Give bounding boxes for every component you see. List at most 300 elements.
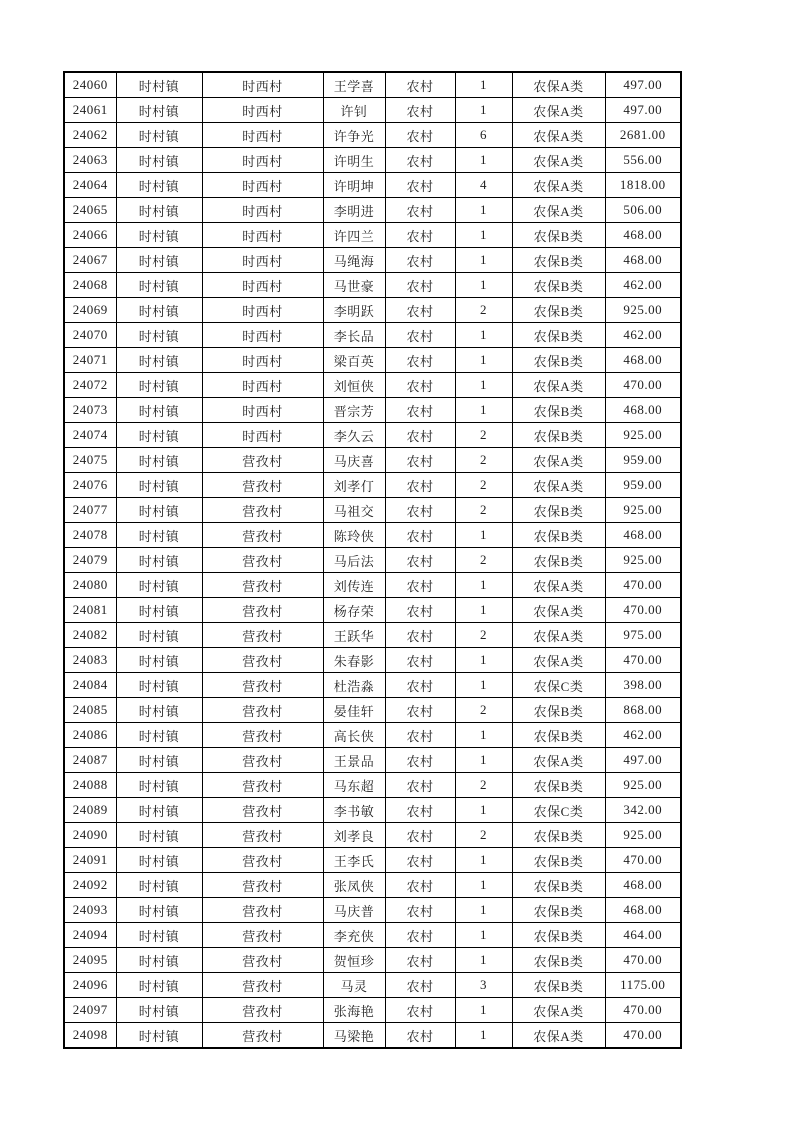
- cell-record-id: 24069: [64, 298, 116, 323]
- cell-residence-type: 农村: [385, 973, 455, 998]
- cell-person-count: 1: [455, 348, 512, 373]
- cell-residence-type: 农村: [385, 773, 455, 798]
- cell-person-count: 1: [455, 98, 512, 123]
- cell-person-name: 王学喜: [323, 72, 385, 98]
- cell-insurance-category: 农保B类: [512, 773, 605, 798]
- cell-town: 时村镇: [116, 498, 202, 523]
- cell-town: 时村镇: [116, 548, 202, 573]
- table-row: [64, 298, 681, 323]
- cell-record-id: 24095: [64, 948, 116, 973]
- cell-record-id: 24084: [64, 673, 116, 698]
- table-row: [64, 148, 681, 173]
- cell-insurance-category: 农保A类: [512, 173, 605, 198]
- cell-record-id: 24075: [64, 448, 116, 473]
- cell-amount: 925.00: [605, 298, 681, 323]
- cell-residence-type: 农村: [385, 948, 455, 973]
- cell-village: 营孜村: [202, 573, 323, 598]
- cell-insurance-category: 农保A类: [512, 598, 605, 623]
- cell-amount: 468.00: [605, 348, 681, 373]
- cell-residence-type: 农村: [385, 848, 455, 873]
- cell-record-id: 24061: [64, 98, 116, 123]
- cell-person-count: 1: [455, 923, 512, 948]
- cell-amount: 342.00: [605, 798, 681, 823]
- cell-residence-type: 农村: [385, 148, 455, 173]
- cell-village: 时西村: [202, 98, 323, 123]
- cell-person-name: 梁百英: [323, 348, 385, 373]
- cell-insurance-category: 农保B类: [512, 323, 605, 348]
- cell-insurance-category: 农保A类: [512, 1023, 605, 1049]
- cell-record-id: 24077: [64, 498, 116, 523]
- cell-person-name: 王跃华: [323, 623, 385, 648]
- cell-person-name: 许钊: [323, 98, 385, 123]
- cell-residence-type: 农村: [385, 473, 455, 498]
- cell-town: 时村镇: [116, 573, 202, 598]
- cell-amount: 925.00: [605, 498, 681, 523]
- table-row: [64, 623, 681, 648]
- table-row: [64, 973, 681, 998]
- cell-person-count: 1: [455, 598, 512, 623]
- cell-person-name: 许明生: [323, 148, 385, 173]
- cell-person-name: 刘孝仃: [323, 473, 385, 498]
- cell-person-name: 许明坤: [323, 173, 385, 198]
- cell-person-count: 1: [455, 673, 512, 698]
- cell-town: 时村镇: [116, 723, 202, 748]
- cell-person-count: 1: [455, 248, 512, 273]
- cell-person-name: 李明跃: [323, 298, 385, 323]
- cell-insurance-category: 农保C类: [512, 798, 605, 823]
- cell-insurance-category: 农保A类: [512, 98, 605, 123]
- cell-person-count: 1: [455, 723, 512, 748]
- cell-village: 营孜村: [202, 773, 323, 798]
- cell-village: 时西村: [202, 123, 323, 148]
- cell-residence-type: 农村: [385, 398, 455, 423]
- cell-town: 时村镇: [116, 348, 202, 373]
- cell-residence-type: 农村: [385, 573, 455, 598]
- cell-residence-type: 农村: [385, 248, 455, 273]
- cell-person-count: 1: [455, 523, 512, 548]
- cell-insurance-category: 农保A类: [512, 648, 605, 673]
- cell-village: 营孜村: [202, 923, 323, 948]
- cell-record-id: 24080: [64, 573, 116, 598]
- cell-insurance-category: 农保B类: [512, 548, 605, 573]
- cell-amount: 398.00: [605, 673, 681, 698]
- cell-insurance-category: 农保B类: [512, 273, 605, 298]
- cell-person-name: 李充侠: [323, 923, 385, 948]
- cell-person-count: 2: [455, 548, 512, 573]
- cell-amount: 506.00: [605, 198, 681, 223]
- cell-person-name: 杜浩淼: [323, 673, 385, 698]
- cell-residence-type: 农村: [385, 623, 455, 648]
- cell-person-count: 4: [455, 173, 512, 198]
- cell-insurance-category: 农保B类: [512, 848, 605, 873]
- cell-amount: 497.00: [605, 72, 681, 98]
- cell-residence-type: 农村: [385, 698, 455, 723]
- table-row: [64, 573, 681, 598]
- cell-person-name: 马梁艳: [323, 1023, 385, 1049]
- cell-record-id: 24072: [64, 373, 116, 398]
- cell-amount: 468.00: [605, 223, 681, 248]
- cell-record-id: 24081: [64, 598, 116, 623]
- cell-residence-type: 农村: [385, 448, 455, 473]
- table-row: [64, 423, 681, 448]
- cell-amount: 1818.00: [605, 173, 681, 198]
- cell-town: 时村镇: [116, 948, 202, 973]
- cell-village: 营孜村: [202, 798, 323, 823]
- cell-town: 时村镇: [116, 223, 202, 248]
- cell-town: 时村镇: [116, 98, 202, 123]
- cell-town: 时村镇: [116, 1023, 202, 1049]
- cell-town: 时村镇: [116, 898, 202, 923]
- table-row: [64, 698, 681, 723]
- cell-amount: 2681.00: [605, 123, 681, 148]
- cell-person-count: 1: [455, 648, 512, 673]
- cell-town: 时村镇: [116, 123, 202, 148]
- cell-amount: 470.00: [605, 573, 681, 598]
- cell-record-id: 24092: [64, 873, 116, 898]
- cell-amount: 975.00: [605, 623, 681, 648]
- cell-insurance-category: 农保A类: [512, 998, 605, 1023]
- cell-person-name: 晋宗芳: [323, 398, 385, 423]
- cell-residence-type: 农村: [385, 198, 455, 223]
- table-row: [64, 498, 681, 523]
- cell-residence-type: 农村: [385, 173, 455, 198]
- cell-village: 时西村: [202, 423, 323, 448]
- cell-person-count: 1: [455, 873, 512, 898]
- cell-person-name: 李久云: [323, 423, 385, 448]
- cell-person-name: 刘传连: [323, 573, 385, 598]
- cell-person-count: 3: [455, 973, 512, 998]
- cell-person-name: 李书敏: [323, 798, 385, 823]
- cell-amount: 925.00: [605, 823, 681, 848]
- cell-insurance-category: 农保A类: [512, 373, 605, 398]
- table-row: [64, 548, 681, 573]
- cell-insurance-category: 农保B类: [512, 498, 605, 523]
- cell-amount: 468.00: [605, 523, 681, 548]
- cell-insurance-category: 农保B类: [512, 698, 605, 723]
- cell-record-id: 24083: [64, 648, 116, 673]
- cell-amount: 462.00: [605, 323, 681, 348]
- cell-town: 时村镇: [116, 848, 202, 873]
- cell-residence-type: 农村: [385, 298, 455, 323]
- cell-record-id: 24065: [64, 198, 116, 223]
- cell-village: 营孜村: [202, 648, 323, 673]
- cell-village: 时西村: [202, 223, 323, 248]
- cell-residence-type: 农村: [385, 373, 455, 398]
- cell-residence-type: 农村: [385, 98, 455, 123]
- cell-record-id: 24098: [64, 1023, 116, 1049]
- cell-village: 营孜村: [202, 973, 323, 998]
- cell-residence-type: 农村: [385, 548, 455, 573]
- cell-record-id: 24090: [64, 823, 116, 848]
- cell-record-id: 24079: [64, 548, 116, 573]
- table-row: [64, 898, 681, 923]
- cell-village: 时西村: [202, 148, 323, 173]
- cell-insurance-category: 农保B类: [512, 898, 605, 923]
- cell-village: 时西村: [202, 298, 323, 323]
- cell-village: 营孜村: [202, 998, 323, 1023]
- cell-person-count: 1: [455, 223, 512, 248]
- cell-person-name: 刘恒侠: [323, 373, 385, 398]
- cell-insurance-category: 农保B类: [512, 423, 605, 448]
- cell-person-count: 1: [455, 198, 512, 223]
- cell-residence-type: 农村: [385, 923, 455, 948]
- cell-person-count: 2: [455, 698, 512, 723]
- cell-residence-type: 农村: [385, 873, 455, 898]
- cell-village: 营孜村: [202, 673, 323, 698]
- cell-town: 时村镇: [116, 973, 202, 998]
- cell-town: 时村镇: [116, 873, 202, 898]
- cell-person-count: 1: [455, 748, 512, 773]
- table-row: [64, 72, 681, 98]
- cell-village: 时西村: [202, 348, 323, 373]
- cell-person-count: 2: [455, 423, 512, 448]
- cell-amount: 470.00: [605, 1023, 681, 1049]
- cell-town: 时村镇: [116, 273, 202, 298]
- table-row: [64, 598, 681, 623]
- table-row: [64, 273, 681, 298]
- cell-person-count: 1: [455, 573, 512, 598]
- cell-insurance-category: 农保A类: [512, 473, 605, 498]
- cell-village: 营孜村: [202, 723, 323, 748]
- cell-town: 时村镇: [116, 748, 202, 773]
- cell-record-id: 24086: [64, 723, 116, 748]
- cell-town: 时村镇: [116, 523, 202, 548]
- cell-insurance-category: 农保B类: [512, 298, 605, 323]
- cell-amount: 464.00: [605, 923, 681, 948]
- cell-person-count: 2: [455, 473, 512, 498]
- cell-record-id: 24063: [64, 148, 116, 173]
- cell-town: 时村镇: [116, 623, 202, 648]
- cell-record-id: 24091: [64, 848, 116, 873]
- cell-amount: 468.00: [605, 873, 681, 898]
- cell-town: 时村镇: [116, 72, 202, 98]
- table-row: [64, 123, 681, 148]
- table-row: [64, 748, 681, 773]
- table-row: [64, 1023, 681, 1049]
- cell-record-id: 24093: [64, 898, 116, 923]
- cell-record-id: 24088: [64, 773, 116, 798]
- cell-amount: 497.00: [605, 748, 681, 773]
- table-row: [64, 373, 681, 398]
- cell-person-count: 1: [455, 148, 512, 173]
- cell-person-count: 2: [455, 623, 512, 648]
- cell-person-name: 马庆普: [323, 898, 385, 923]
- cell-residence-type: 农村: [385, 323, 455, 348]
- cell-person-name: 高长侠: [323, 723, 385, 748]
- cell-record-id: 24062: [64, 123, 116, 148]
- table-row: [64, 473, 681, 498]
- cell-person-count: 1: [455, 848, 512, 873]
- cell-town: 时村镇: [116, 148, 202, 173]
- cell-town: 时村镇: [116, 448, 202, 473]
- cell-village: 营孜村: [202, 523, 323, 548]
- table-row: [64, 223, 681, 248]
- cell-person-count: 2: [455, 773, 512, 798]
- cell-village: 营孜村: [202, 948, 323, 973]
- cell-town: 时村镇: [116, 248, 202, 273]
- cell-village: 营孜村: [202, 623, 323, 648]
- cell-record-id: 24076: [64, 473, 116, 498]
- cell-person-name: 马庆喜: [323, 448, 385, 473]
- cell-amount: 462.00: [605, 723, 681, 748]
- cell-village: 营孜村: [202, 823, 323, 848]
- cell-village: 营孜村: [202, 473, 323, 498]
- cell-person-count: 1: [455, 798, 512, 823]
- cell-residence-type: 农村: [385, 72, 455, 98]
- cell-person-name: 杨存荣: [323, 598, 385, 623]
- table-row: [64, 323, 681, 348]
- cell-village: 时西村: [202, 173, 323, 198]
- cell-amount: 925.00: [605, 423, 681, 448]
- cell-record-id: 24087: [64, 748, 116, 773]
- cell-record-id: 24074: [64, 423, 116, 448]
- cell-village: 时西村: [202, 198, 323, 223]
- cell-residence-type: 农村: [385, 898, 455, 923]
- cell-village: 营孜村: [202, 873, 323, 898]
- cell-town: 时村镇: [116, 998, 202, 1023]
- data-table: [63, 71, 682, 1049]
- cell-person-count: 1: [455, 398, 512, 423]
- cell-insurance-category: 农保B类: [512, 723, 605, 748]
- cell-person-name: 马后法: [323, 548, 385, 573]
- cell-village: 时西村: [202, 323, 323, 348]
- cell-insurance-category: 农保A类: [512, 198, 605, 223]
- cell-person-name: 马东超: [323, 773, 385, 798]
- cell-person-name: 许四兰: [323, 223, 385, 248]
- table-row: [64, 873, 681, 898]
- cell-person-name: 王李氏: [323, 848, 385, 873]
- cell-record-id: 24071: [64, 348, 116, 373]
- cell-town: 时村镇: [116, 423, 202, 448]
- cell-residence-type: 农村: [385, 723, 455, 748]
- table-row: [64, 448, 681, 473]
- cell-person-count: 1: [455, 1023, 512, 1049]
- cell-person-name: 许争光: [323, 123, 385, 148]
- table-row: [64, 848, 681, 873]
- cell-village: 营孜村: [202, 498, 323, 523]
- cell-record-id: 24089: [64, 798, 116, 823]
- cell-village: 营孜村: [202, 1023, 323, 1049]
- cell-record-id: 24064: [64, 173, 116, 198]
- cell-amount: 470.00: [605, 598, 681, 623]
- cell-person-name: 李长品: [323, 323, 385, 348]
- cell-person-name: 张凤侠: [323, 873, 385, 898]
- table-row: [64, 673, 681, 698]
- cell-residence-type: 农村: [385, 273, 455, 298]
- cell-person-name: 朱春影: [323, 648, 385, 673]
- table-row: [64, 98, 681, 123]
- cell-amount: 925.00: [605, 548, 681, 573]
- cell-town: 时村镇: [116, 798, 202, 823]
- cell-residence-type: 农村: [385, 598, 455, 623]
- cell-town: 时村镇: [116, 923, 202, 948]
- cell-village: 时西村: [202, 248, 323, 273]
- cell-person-name: 晏佳轩: [323, 698, 385, 723]
- cell-person-name: 刘孝良: [323, 823, 385, 848]
- cell-record-id: 24096: [64, 973, 116, 998]
- cell-insurance-category: 农保A类: [512, 448, 605, 473]
- cell-amount: 468.00: [605, 248, 681, 273]
- cell-insurance-category: 农保B类: [512, 923, 605, 948]
- cell-village: 营孜村: [202, 898, 323, 923]
- cell-record-id: 24082: [64, 623, 116, 648]
- cell-insurance-category: 农保B类: [512, 348, 605, 373]
- cell-residence-type: 农村: [385, 823, 455, 848]
- cell-person-name: 马世豪: [323, 273, 385, 298]
- cell-insurance-category: 农保B类: [512, 523, 605, 548]
- cell-village: 营孜村: [202, 548, 323, 573]
- table-body: [64, 72, 681, 1048]
- cell-amount: 468.00: [605, 398, 681, 423]
- cell-town: 时村镇: [116, 398, 202, 423]
- cell-record-id: 24094: [64, 923, 116, 948]
- cell-town: 时村镇: [116, 373, 202, 398]
- cell-amount: 959.00: [605, 473, 681, 498]
- table-row: [64, 398, 681, 423]
- cell-town: 时村镇: [116, 773, 202, 798]
- cell-person-count: 2: [455, 448, 512, 473]
- cell-village: 营孜村: [202, 848, 323, 873]
- cell-insurance-category: 农保A类: [512, 148, 605, 173]
- table-row: [64, 948, 681, 973]
- cell-residence-type: 农村: [385, 1023, 455, 1049]
- cell-village: 时西村: [202, 373, 323, 398]
- cell-amount: 868.00: [605, 698, 681, 723]
- table-row: [64, 198, 681, 223]
- cell-record-id: 24070: [64, 323, 116, 348]
- cell-person-count: 2: [455, 298, 512, 323]
- cell-insurance-category: 农保A类: [512, 123, 605, 148]
- cell-village: 营孜村: [202, 748, 323, 773]
- table-row: [64, 923, 681, 948]
- cell-amount: 959.00: [605, 448, 681, 473]
- cell-insurance-category: 农保B类: [512, 398, 605, 423]
- cell-residence-type: 农村: [385, 348, 455, 373]
- table-row: [64, 798, 681, 823]
- cell-amount: 468.00: [605, 898, 681, 923]
- cell-town: 时村镇: [116, 198, 202, 223]
- cell-insurance-category: 农保A类: [512, 748, 605, 773]
- cell-person-count: 1: [455, 273, 512, 298]
- cell-person-name: 马祖交: [323, 498, 385, 523]
- cell-insurance-category: 农保A类: [512, 573, 605, 598]
- cell-residence-type: 农村: [385, 748, 455, 773]
- cell-person-count: 2: [455, 823, 512, 848]
- cell-person-name: 马灵: [323, 973, 385, 998]
- cell-insurance-category: 农保A类: [512, 623, 605, 648]
- table-row: [64, 648, 681, 673]
- cell-amount: 470.00: [605, 648, 681, 673]
- cell-insurance-category: 农保A类: [512, 72, 605, 98]
- cell-insurance-category: 农保B类: [512, 873, 605, 898]
- cell-residence-type: 农村: [385, 798, 455, 823]
- cell-village: 时西村: [202, 72, 323, 98]
- table-row: [64, 248, 681, 273]
- cell-village: 营孜村: [202, 598, 323, 623]
- cell-person-name: 王景品: [323, 748, 385, 773]
- cell-residence-type: 农村: [385, 998, 455, 1023]
- cell-residence-type: 农村: [385, 523, 455, 548]
- cell-record-id: 24066: [64, 223, 116, 248]
- cell-person-name: 贺恒珍: [323, 948, 385, 973]
- cell-person-count: 2: [455, 498, 512, 523]
- cell-person-name: 张海艳: [323, 998, 385, 1023]
- cell-amount: 556.00: [605, 148, 681, 173]
- cell-residence-type: 农村: [385, 223, 455, 248]
- cell-person-count: 1: [455, 898, 512, 923]
- cell-insurance-category: 农保C类: [512, 673, 605, 698]
- cell-person-count: 6: [455, 123, 512, 148]
